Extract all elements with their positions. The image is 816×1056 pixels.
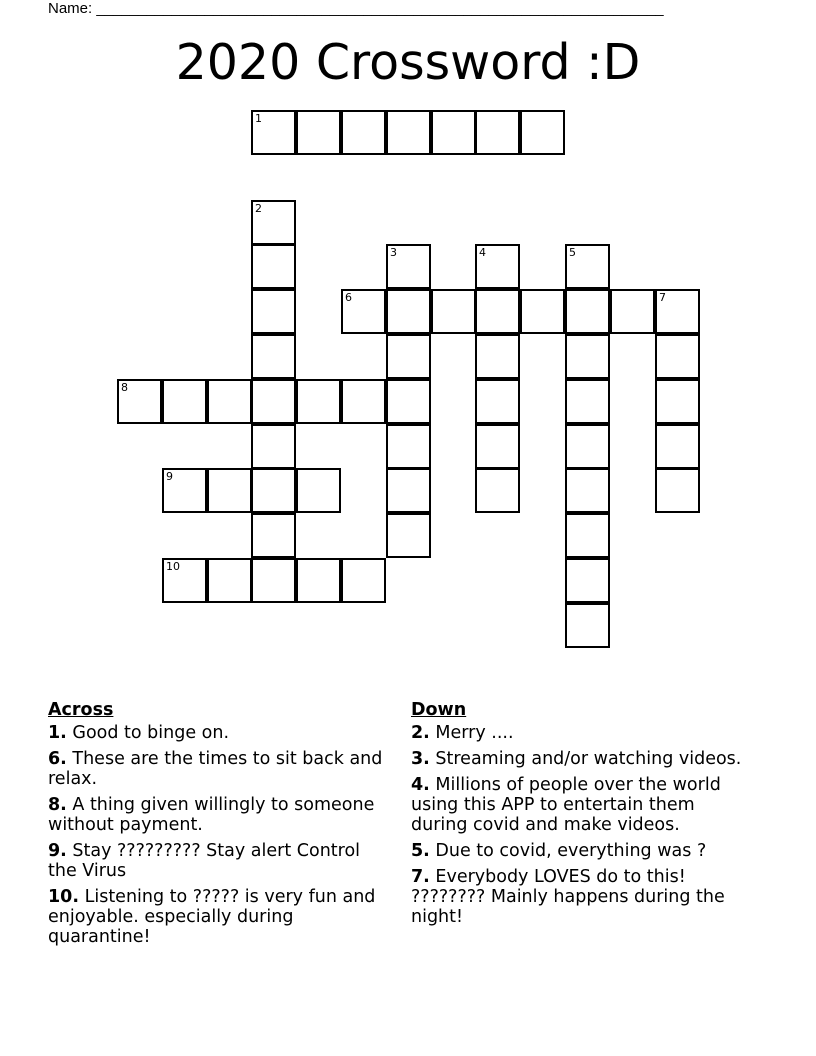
clue-text: Stay ????????? Stay alert Control the Virus (48, 841, 361, 881)
grid-cell[interactable] (296, 110, 341, 155)
clue-text: These are the times to sit back and relax. (48, 749, 383, 789)
grid-cell[interactable] (251, 558, 296, 603)
clue-number: 1. (48, 723, 67, 743)
clue-text: Good to binge on. (72, 723, 230, 743)
across-clues (48, 700, 388, 953)
cell-number: 1 (255, 112, 262, 125)
clue-across-8 (48, 795, 388, 835)
grid-cell[interactable] (386, 468, 431, 513)
grid-cell[interactable] (207, 379, 252, 424)
grid-cell[interactable] (431, 110, 476, 155)
grid-cell[interactable] (341, 379, 386, 424)
grid-cell[interactable] (475, 244, 520, 289)
grid-cell[interactable] (251, 468, 296, 513)
grid-cell[interactable] (565, 603, 610, 648)
grid-cell[interactable] (475, 289, 520, 334)
grid-cell[interactable] (251, 513, 296, 558)
page-title: 2020 Crossword :D (175, 34, 641, 91)
cell-number: 3 (390, 246, 397, 259)
grid-cell[interactable] (251, 110, 296, 155)
clue-across-10 (48, 887, 388, 947)
clue-text: Listening to ????? is very fun and enjoyable. especially during quarantine! (48, 887, 376, 947)
grid-cell[interactable] (565, 468, 610, 513)
clue-down-4 (411, 775, 756, 835)
grid-cell[interactable] (296, 558, 341, 603)
clue-down-2 (411, 723, 756, 743)
grid-cell[interactable] (251, 244, 296, 289)
clue-number: 5. (411, 841, 430, 861)
grid-cell[interactable] (475, 110, 520, 155)
grid-cell[interactable] (565, 424, 610, 469)
cell-number: 6 (345, 291, 352, 304)
grid-cell[interactable] (117, 379, 162, 424)
cell-number: 9 (166, 470, 173, 483)
clue-down-7 (411, 867, 756, 927)
cell-number: 2 (255, 202, 262, 215)
grid-cell[interactable] (386, 244, 431, 289)
clue-down-5 (411, 841, 756, 861)
grid-cell[interactable] (296, 468, 341, 513)
grid-cell[interactable] (386, 334, 431, 379)
grid-cell[interactable] (431, 289, 476, 334)
clue-text: Millions of people over the world using this APP to entertain them during covid and make videos. (411, 775, 721, 835)
clue-across-1 (48, 723, 388, 743)
grid-cell[interactable] (655, 379, 700, 424)
grid-cell[interactable] (565, 289, 610, 334)
clue-number: 2. (411, 723, 430, 743)
clue-text: A thing given willingly to someone without payment. (48, 795, 375, 835)
down-heading: Down (411, 700, 467, 720)
cell-number: 7 (659, 291, 666, 304)
grid-cell[interactable] (565, 558, 610, 603)
grid-cell[interactable] (520, 289, 565, 334)
grid-cell[interactable] (341, 110, 386, 155)
grid-cell[interactable] (655, 289, 700, 334)
grid-cell[interactable] (162, 558, 207, 603)
grid-cell[interactable] (341, 289, 386, 334)
grid-cell[interactable] (520, 110, 565, 155)
grid-cell[interactable] (207, 468, 252, 513)
clue-number: 7. (411, 867, 430, 887)
grid-cell[interactable] (475, 424, 520, 469)
grid-cell[interactable] (296, 379, 341, 424)
grid-cell[interactable] (162, 379, 207, 424)
grid-cell[interactable] (655, 424, 700, 469)
grid-cell[interactable] (251, 334, 296, 379)
down-clues (411, 700, 756, 933)
grid-cell[interactable] (565, 513, 610, 558)
grid-cell[interactable] (655, 468, 700, 513)
grid-cell[interactable] (475, 468, 520, 513)
grid-cell[interactable] (207, 558, 252, 603)
grid-cell[interactable] (386, 110, 431, 155)
grid-cell[interactable] (610, 289, 655, 334)
grid-cell[interactable] (386, 424, 431, 469)
grid-cell[interactable] (251, 379, 296, 424)
clue-down-3 (411, 749, 756, 769)
grid-cell[interactable] (655, 334, 700, 379)
clue-number: 3. (411, 749, 430, 769)
clue-number: 9. (48, 841, 67, 861)
clue-number: 10. (48, 887, 80, 907)
across-heading: Across (48, 700, 114, 720)
grid-cell[interactable] (386, 379, 431, 424)
cell-number: 4 (479, 246, 486, 259)
grid-cell[interactable] (386, 513, 431, 558)
cell-number: 10 (166, 560, 180, 573)
grid-cell[interactable] (475, 334, 520, 379)
cell-number: 8 (121, 381, 128, 394)
clue-number: 8. (48, 795, 67, 815)
grid-cell[interactable] (565, 244, 610, 289)
grid-cell[interactable] (386, 289, 431, 334)
clue-text: Due to covid, everything was ? (435, 841, 707, 861)
grid-cell[interactable] (251, 424, 296, 469)
name-field-line[interactable]: Name: ____________________________________________________________________ (48, 0, 664, 17)
grid-cell[interactable] (162, 468, 207, 513)
clue-across-6 (48, 749, 388, 789)
grid-cell[interactable] (341, 558, 386, 603)
clue-text: Everybody LOVES do to this! ???????? Mainly happens during the night! (411, 867, 725, 927)
grid-cell[interactable] (565, 334, 610, 379)
clue-number: 6. (48, 749, 67, 769)
grid-cell[interactable] (251, 289, 296, 334)
grid-cell[interactable] (475, 379, 520, 424)
clue-text: Merry .... (435, 723, 514, 743)
clue-number: 4. (411, 775, 430, 795)
clue-across-9 (48, 841, 388, 881)
cell-number: 5 (569, 246, 576, 259)
grid-cell[interactable] (565, 379, 610, 424)
grid-cell[interactable] (251, 200, 296, 245)
clue-text: Streaming and/or watching videos. (435, 749, 742, 769)
